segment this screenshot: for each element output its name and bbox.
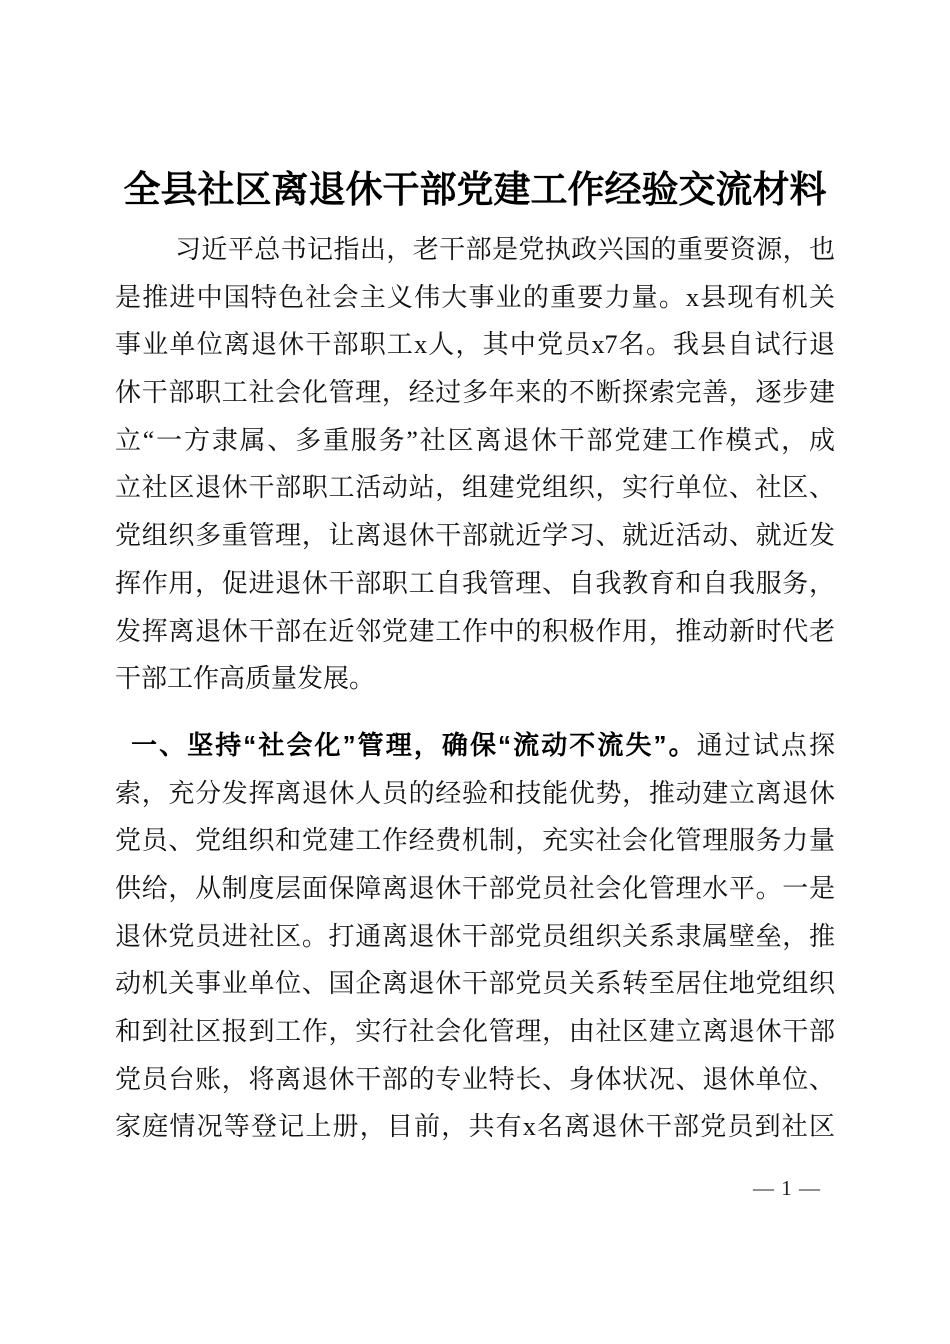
text-line (115, 1056, 835, 1104)
text-segment-bold: 一、坚持“社会化”管理，确保“流动不流失”。 (131, 729, 697, 760)
text-line (115, 817, 835, 865)
text-segment: 家庭情况等登记上册，目前，共有x名离退休干部党员到社区 (115, 1112, 835, 1142)
text-segment: 挥作用，促进退休干部职工自我管理、自我教育和自我服务， (115, 568, 835, 598)
text-segment: 事业单位离退休干部职工x人，其中党员x7名。我县自试行退 (115, 330, 835, 360)
text-segment: 和到社区报到工作，实行社会化管理，由社区建立离退休干部 (115, 1017, 835, 1046)
text-line (115, 608, 835, 656)
text-segment: 发挥离退休干部在近邻党建工作中的积极作用，推动新时代老 (115, 616, 835, 646)
text-line (115, 722, 835, 770)
text-segment: 立社区退休干部职工活动站，组建党组织，实行单位、社区、 (115, 473, 835, 503)
text-line (115, 865, 835, 913)
text-line (115, 464, 835, 512)
text-segment: 休干部职工社会化管理，经过多年来的不断探索完善，逐步建 (115, 378, 835, 408)
document-title: 全县社区离退休干部党建工作经验交流材料 (123, 170, 827, 211)
text-line (115, 369, 835, 417)
text-segment: 退休党员进社区。打通离退休干部党员组织关系隶属壁垒，推 (115, 921, 835, 951)
text-line (115, 417, 835, 465)
text-segment: 是推进中国特色社会主义伟大事业的重要力量。x县现有机关 (115, 282, 835, 312)
text-segment: 通过试点探 (696, 730, 835, 760)
text-segment: 立“一方隶属、多重服务”社区离退休干部党建工作模式，成 (115, 425, 835, 455)
text-line (115, 770, 835, 818)
text-segment: 索，充分发挥离退休人员的经验和技能优势，推动建立离退休 (115, 778, 835, 808)
text-line (115, 560, 835, 608)
text-line (115, 512, 835, 560)
text-line (115, 274, 835, 322)
text-line (115, 655, 835, 703)
text-line (115, 1103, 835, 1151)
text-line (115, 321, 835, 369)
text-segment: 干部工作高质量发展。 (115, 664, 376, 694)
text-segment: 党员、党组织和党建工作经费机制，充实社会化管理服务力量 (115, 826, 835, 856)
text-line (115, 1008, 835, 1056)
text-line (115, 960, 835, 1008)
text-segment: 习近平总书记指出，老干部是党执政兴国的重要资源，也 (175, 235, 835, 264)
text-segment: 党员台账，将离退休干部的专业特长、身体状况、退休单位、 (115, 1064, 835, 1094)
document-body (115, 226, 835, 1151)
text-segment: 供给，从制度层面保障离退休干部党员社会化管理水平。一是 (115, 873, 835, 903)
text-segment: 动机关事业单位、国企离退休干部党员关系转至居住地党组织 (115, 969, 835, 999)
text-segment: 党组织多重管理，让离退休干部就近学习、就近活动、就近发 (115, 521, 835, 551)
text-line (115, 913, 835, 961)
text-line (115, 226, 835, 274)
page-number: — 1 — (753, 1176, 821, 1200)
